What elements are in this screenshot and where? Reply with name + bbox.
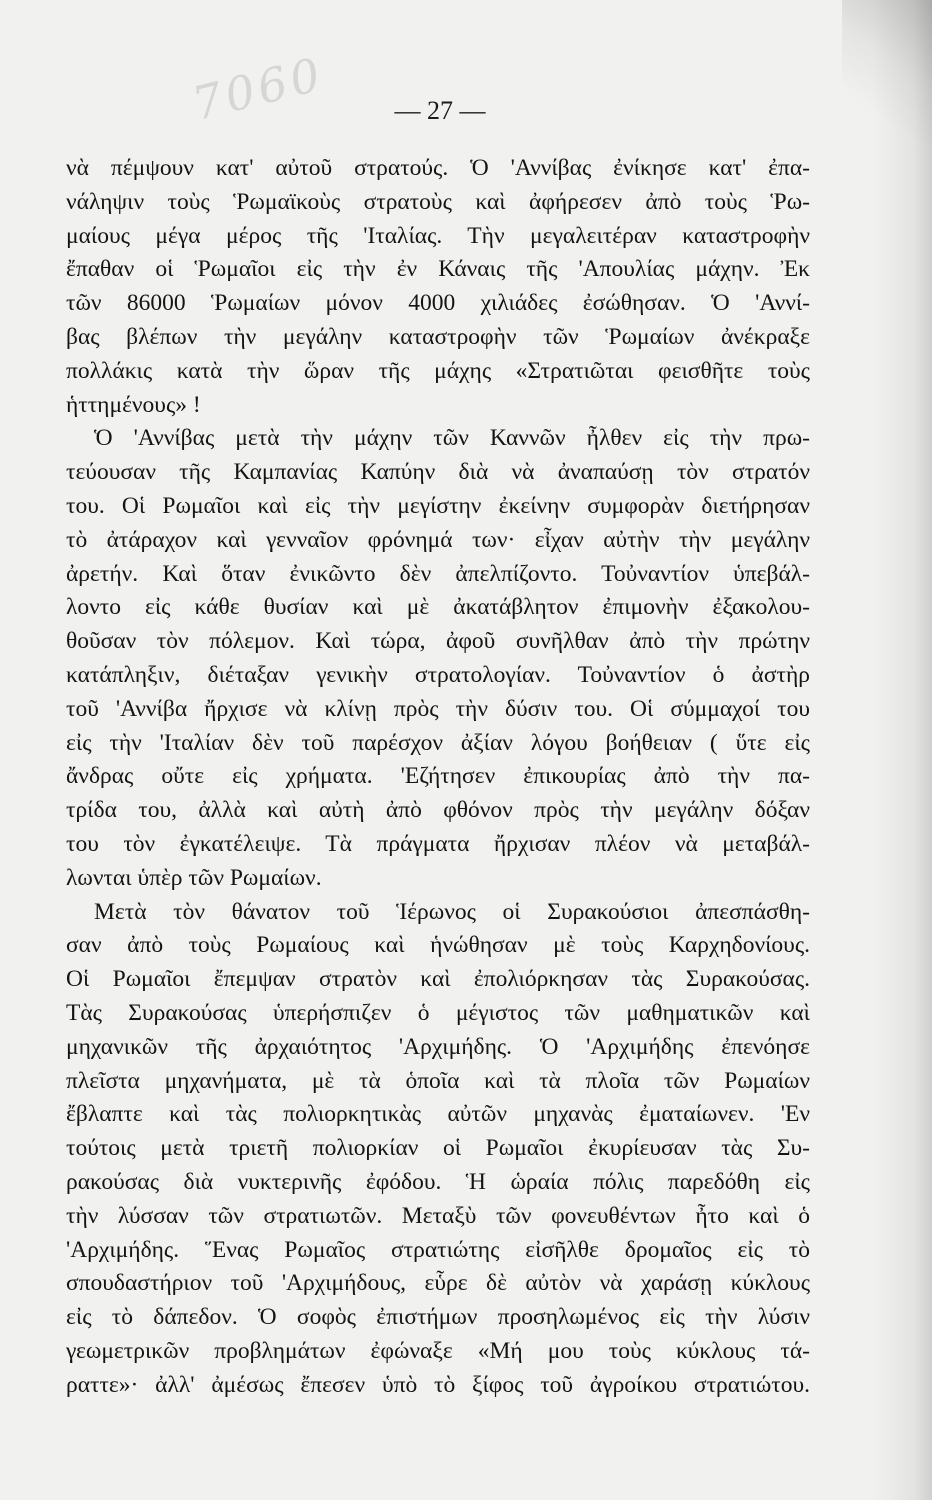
text-line: Μετὰ τὸν θάνατον τοῦ Ἱέρωνος οἱ Συρακούσιοι ἀπεσπάσθη- [94,898,810,925]
text-line: ἔβλαπτε καὶ τὰς πολιορκητικὰς αὐτῶν μηχανὰς ἐματαίωνεν. 'Εν [66,1101,810,1128]
text-line: ἀρετήν. Καὶ ὅταν ἐνικῶντο δὲν ἀπελπίζοντο. Τοὐναντίον ὑπεβάλ- [66,560,810,587]
text-line: πλεῖστα μηχανήματα, μὲ τὰ ὁποῖα καὶ τὰ πλοῖα τῶν Ρωμαίων [66,1067,810,1094]
page-number: — 27 — [394,96,486,125]
text-line: Τὰς Συρακούσας ὑπερήσπιζεν ὁ μέγιστος τῶν μαθηματικῶν καὶ [66,999,810,1026]
text-line: τεύουσαν τῆς Καμπανίας Καπύην διὰ νὰ ἀναπαύσῃ τὸν στρατόν [66,459,810,486]
text-line: βας βλέπων τὴν μεγάλην καταστροφὴν τῶν Ῥωμαίων ἀνέκραξε [66,323,810,350]
text-line: μαίους μέγα μέρος τῆς 'Ιταλίας. Τὴν μεγαλειτέραν καταστροφὴν [66,222,810,249]
text-line: ρακούσας διὰ νυκτερινῆς ἐφόδου. Ἡ ὡραία πόλις παρεδόθη εἰς [66,1168,810,1195]
page-edge-shadow [872,0,932,1500]
text-line: τρίδα του, ἀλλὰ καὶ αὐτὴ ἀπὸ φθόνον πρὸς τὴν μεγάλην δόξαν [66,797,810,824]
text-line: νὰ πέμψουν κατ' αὐτοῦ στρατούς. Ὁ 'Αννίβας ἐνίκησε κατ' ἐπα- [66,155,810,181]
text-line: σαν ἀπὸ τοὺς Ρωμαίους καὶ ἡνώθησαν μὲ τοὺς Καρχηδονίους. [66,932,810,959]
text-line: τῶν 86000 Ῥωμαίων μόνον 4000 χιλιάδες ἐσώθησαν. Ὁ 'Αννί- [66,290,810,317]
text-line: γεωμετρικῶν προβλημάτων ἐφώναξε «Μή μου τοὺς κύκλους τά- [66,1337,810,1364]
text-line: τούτοις μετὰ τριετῆ πολιορκίαν οἱ Ρωμαῖοι ἐκυρίευσαν τὰς Συ- [66,1135,810,1162]
text-line: λοντο εἰς κάθε θυσίαν καὶ μὲ ἀκατάβλητον ἐπιμονὴν ἐξακολου- [66,594,810,621]
text-line: μηχανικῶν τῆς ἀρχαιότητος 'Αρχιμήδης. Ὁ 'Αρχιμήδης ἐπενόησε [66,1033,810,1060]
text-line: του. Οἱ Ρωμαῖοι καὶ εἰς τὴν μεγίστην ἐκείνην συμφορὰν διετήρησαν [66,492,810,519]
text-line: 'Αρχιμήδης. Ἕνας Ρωμαῖος στρατιώτης εἰσῆλθε δρομαῖος εἰς τὸ [66,1236,810,1263]
text-line: ἄνδρας οὔτε εἰς χρήματα. 'Εζήτησεν ἐπικουρίας ἀπὸ τὴν πα- [66,763,810,790]
text-line: λωνται ὑπὲρ τῶν Ρωμαίων. [66,864,322,891]
text-line: εἰς τὸ δάπεδον. Ὁ σοφὸς ἐπιστήμων προσηλωμένος εἰς τὴν λύσιν [66,1304,810,1331]
text-line: πολλάκις κατὰ τὴν ὥραν τῆς μάχης «Στρατιῶται φεισθῆτε τοὺς [66,357,810,384]
text-line: σπουδαστήριον τοῦ 'Αρχιμήδους, εὗρε δὲ αὐτὸν νὰ χαράσῃ κύκλους [66,1270,810,1297]
text-line: Ὁ 'Αννίβας μετὰ τὴν μάχην τῶν Καννῶν ἦλθεν εἰς τὴν πρω- [94,425,810,452]
text-line: τοῦ 'Αννίβα ἤρχισε νὰ κλίνῃ πρὸς τὴν δύσιν του. Οἱ σύμμαχοί του [66,695,810,722]
text-line: κατάπληξιν, διέταξαν γενικὴν στρατολογίαν. Τοὐναντίον ὁ ἀστὴρ [66,661,810,688]
text-line: τὴν λύσσαν τῶν στρατιωτῶν. Μεταξὺ τῶν φονευθέντων ἦτο καὶ ὁ [66,1202,810,1229]
text-line: Οἱ Ρωμαῖοι ἔπεμψαν στρατὸν καὶ ἐπολιόρκησαν τὰς Συρακούσας. [66,966,810,993]
text-line: θοῦσαν τὸν πόλεμον. Καὶ τώρα, ἀφοῦ συνῆλθαν ἀπὸ τὴν πρώτην [66,628,810,655]
text-line: εἰς τὴν 'Ιταλίαν δὲν τοῦ παρέσχον ἀξίαν λόγου βοήθειαν ( ὕτε εἰς [66,729,810,756]
text-line: νάληψιν τοὺς Ῥωμαϊκοὺς στρατοὺς καὶ ἀφήρεσεν ἀπὸ τοὺς Ῥω- [66,188,810,215]
pencil-annotation: 7060 [187,46,330,132]
text-line: ἔπαθαν οἱ Ῥωμαῖοι εἰς τὴν ἐν Κάναις τῆς 'Απουλίας μάχην. Ἐκ [66,256,810,283]
body-text [66,152,810,1402]
text-line: του τὸν ἐγκατέλειψε. Τὰ πράγματα ἤρχισαν πλέον νὰ μεταβάλ- [66,830,810,857]
text-line: ἡττημένους» ! [66,391,201,418]
text-line: ραττε»· ἀλλ' ἀμέσως ἔπεσεν ὑπὸ τὸ ξίφος τοῦ ἀγροίκου στρατιώτου. [66,1371,810,1398]
text-line: τὸ ἀτάραχον καὶ γενναῖον φρόνημά των· εἶχαν αὐτὴν τὴν μεγάλην [66,526,810,553]
